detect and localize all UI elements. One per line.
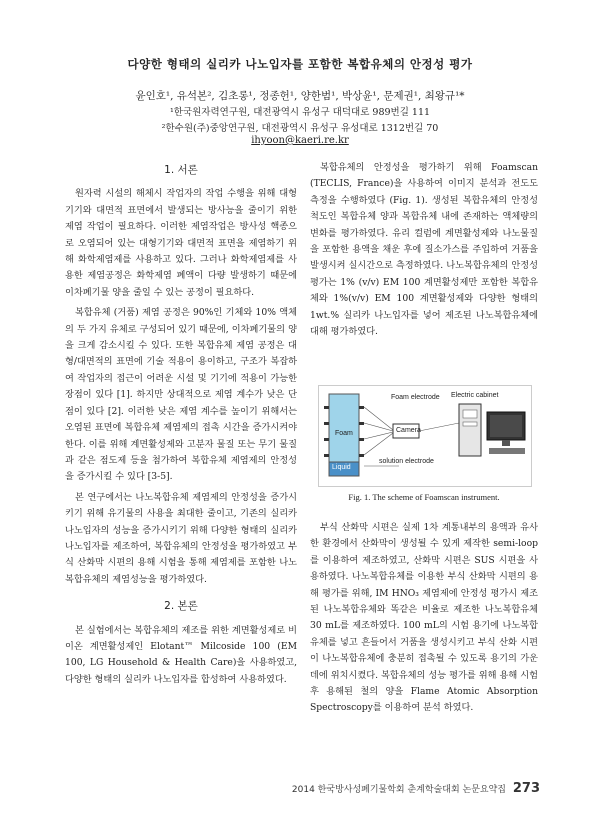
footer-text: 2014 한국방사성폐기물학회 춘계학술대회 논문요약집 [291,785,506,795]
keyboard [489,448,525,454]
figure-caption: Fig. 1. The scheme of Foamscan instrument. [348,492,500,502]
affiliation-1: ¹한국원자력연구원, 대전광역시 유성구 대덕대로 989번길 111 [169,107,431,118]
page-number: 273 [512,781,540,796]
right-column-upper [310,160,538,344]
right-column-lower [310,520,538,721]
paper-title: 다양한 형태의 실리카 나노입자를 포함한 복합유체의 안정성 평가 [127,57,473,71]
section-1-heading: 1. 서론 [164,164,198,176]
fig-label-foam-electrode: Foam electrode [391,394,440,401]
section-1-paragraph-3: 본 연구에서는 나노복합유체 제염제의 안정성을 증가시키기 위해 유기물의 사용을 최대한 줄이고, 기존의 실리카 나노입자의 성능을 증가시키기 위해 다양한 형태의 실리카 나노입자를 제조하여, 복합유체의 안정성을 평가하였고 부식 산화막 시편의 용해 시험을 통해 제염제를 포함한 나노복합유체의 제염성능을 평가하였다. [65,491,297,585]
right-paragraph-2: 부식 산화막 시편은 실제 1차 계통내부의 용액과 유사한 환경에서 산화막이 생성될 수 있게 제작한 semi-loop를 이용하여 제조하였고, 산화막 시편은 SUS 시편을 사용하였다. 나노복합유체를 이용한 부식 산화막 시편의 용해 평가를 위해, IM HNO₃ 제염제에 안정성 평가시 제조된 나노복합유체와 똑같은 비율로 제조한 나노복합유체 30 mL를 제조하였다. 100 mL의 시험 용기에 나노복합유체를 넣고 흔들어서 거품을 생성시키고 부식 산화 시편이 나노복합유체에 충분히 접촉될 수 있도록 용기의 가운데에 위치시켰다. 복합유체의 성능 평가를 위해 용해 시험 후 용해된 철의 양을 Flame Atomic Absorption Spectroscopy를 이용하여 분석 하였다. [310,522,538,714]
right-paragraph-1: 복합유체의 안정성을 평가하기 위해 Foamscan (TECLIS, France)을 사용하여 이미지 분석과 전도도 측정을 수행하였다 (Fig. 1). 생성된 복합유체의 안정성 척도인 복합유체 양과 복합유체 내에 존재하는 액체량의 변화를 평가하였다. 유리 컬럼에 계면활성제와 나노물질을 포함한 용액을 채운 후에 질소가스를 주입하여 거품을 발생시켜 실시간으로 측정하였다. 나노복합유체의 안정성 평가는 1% (v/v) EM 100 계면활성제만 포함한 복합유체와 1%(v/v) EM 100 계면활성제와 다양한 형태의 1wt.% 실리카 나노입자를 넣어 제조된 나노복합유체에 대해 평가하였다. [310,162,538,338]
authors-line: 윤인호¹, 유석본², 김초롱¹, 정종헌¹, 양한범¹, 박상윤¹, 문제권¹, 최왕규¹* [135,90,465,102]
fig-label-solution-electrode: solution electrode [379,458,434,465]
foam-column [329,394,359,462]
section-1-paragraph-1: 원자력 시설의 해체시 작업자의 작업 수행을 위해 대형기기와 대면적 표면에서 발생되는 방사능을 줄이기 위한 제염 작업이 필요하다. 이러한 제염작업은 방사성 핵종으로 오염되어 있는 대형기기와 대면적 표면을 제염하기 위해 화학제염제를 사용하고 있다. 그러나 화학제염제를 사용한 제염공정은 화학제염 폐액이 다량 발생하기 때문에 이차폐기물 양을 줄일 수 있는 공정이 필요하다. [65,188,297,298]
fig-label-camera: Camera [396,427,421,434]
section-2-paragraph-1: 본 실험에서는 복합유체의 제조를 위한 계면활성제로 비이온 계면활성제인 Elotant™ Milcoside 100 (EM 100, LG Household & Health Care)을 사용하였고, 다양한 형태의 실리카 나노입자를 합성하여 사용하였다. [65,624,297,685]
author-email[interactable]: ihyoon@kaeri.re.kr [251,135,349,146]
fig-label-foam: Foam [335,430,353,437]
fig-label-electric-cabinet: Electric cabinet [451,392,499,399]
left-column [65,160,297,692]
foamscan-figure [318,385,532,487]
section-2-heading: 2. 본론 [164,600,198,613]
affiliation-2: ²한수원(주)중앙연구원, 대전광역시 유성구 유성대로 1312번길 70 [161,123,439,134]
page-footer [292,781,540,796]
section-1-paragraph-2: 복합유체 (거품) 제염 공정은 90%인 기체와 10% 액체의 두 가지 유체로 구성되어 있기 때문에, 이차폐기물의 양을 크게 감소시킬 수 있다. 또한 복합유체 제염 공정은 대형/대면적의 표면에 기술 적용이 용이하고, 구조가 복잡하여 작업자의 접근이 어려운 시설 및 기기에 적용이 가능한 장점이 있다 [1]. 하지만 상대적으로 제염 계수가 낮은 단점이 있다 [2]. 이러한 낮은 제염 계수를 높이기 위해서는 오염된 표면에 복합유체 제염제의 접촉 시간을 증가시켜야 한다. 이를 위해 계면활성제와 고분자 물질 또는 무기 물질과 같은 점도제 등을 첨가하여 복합유체 제염제의 안정성을 증가시킬 수 있다 [3-5]. [65,307,297,483]
fig-label-liquid: Liquid [332,464,351,471]
